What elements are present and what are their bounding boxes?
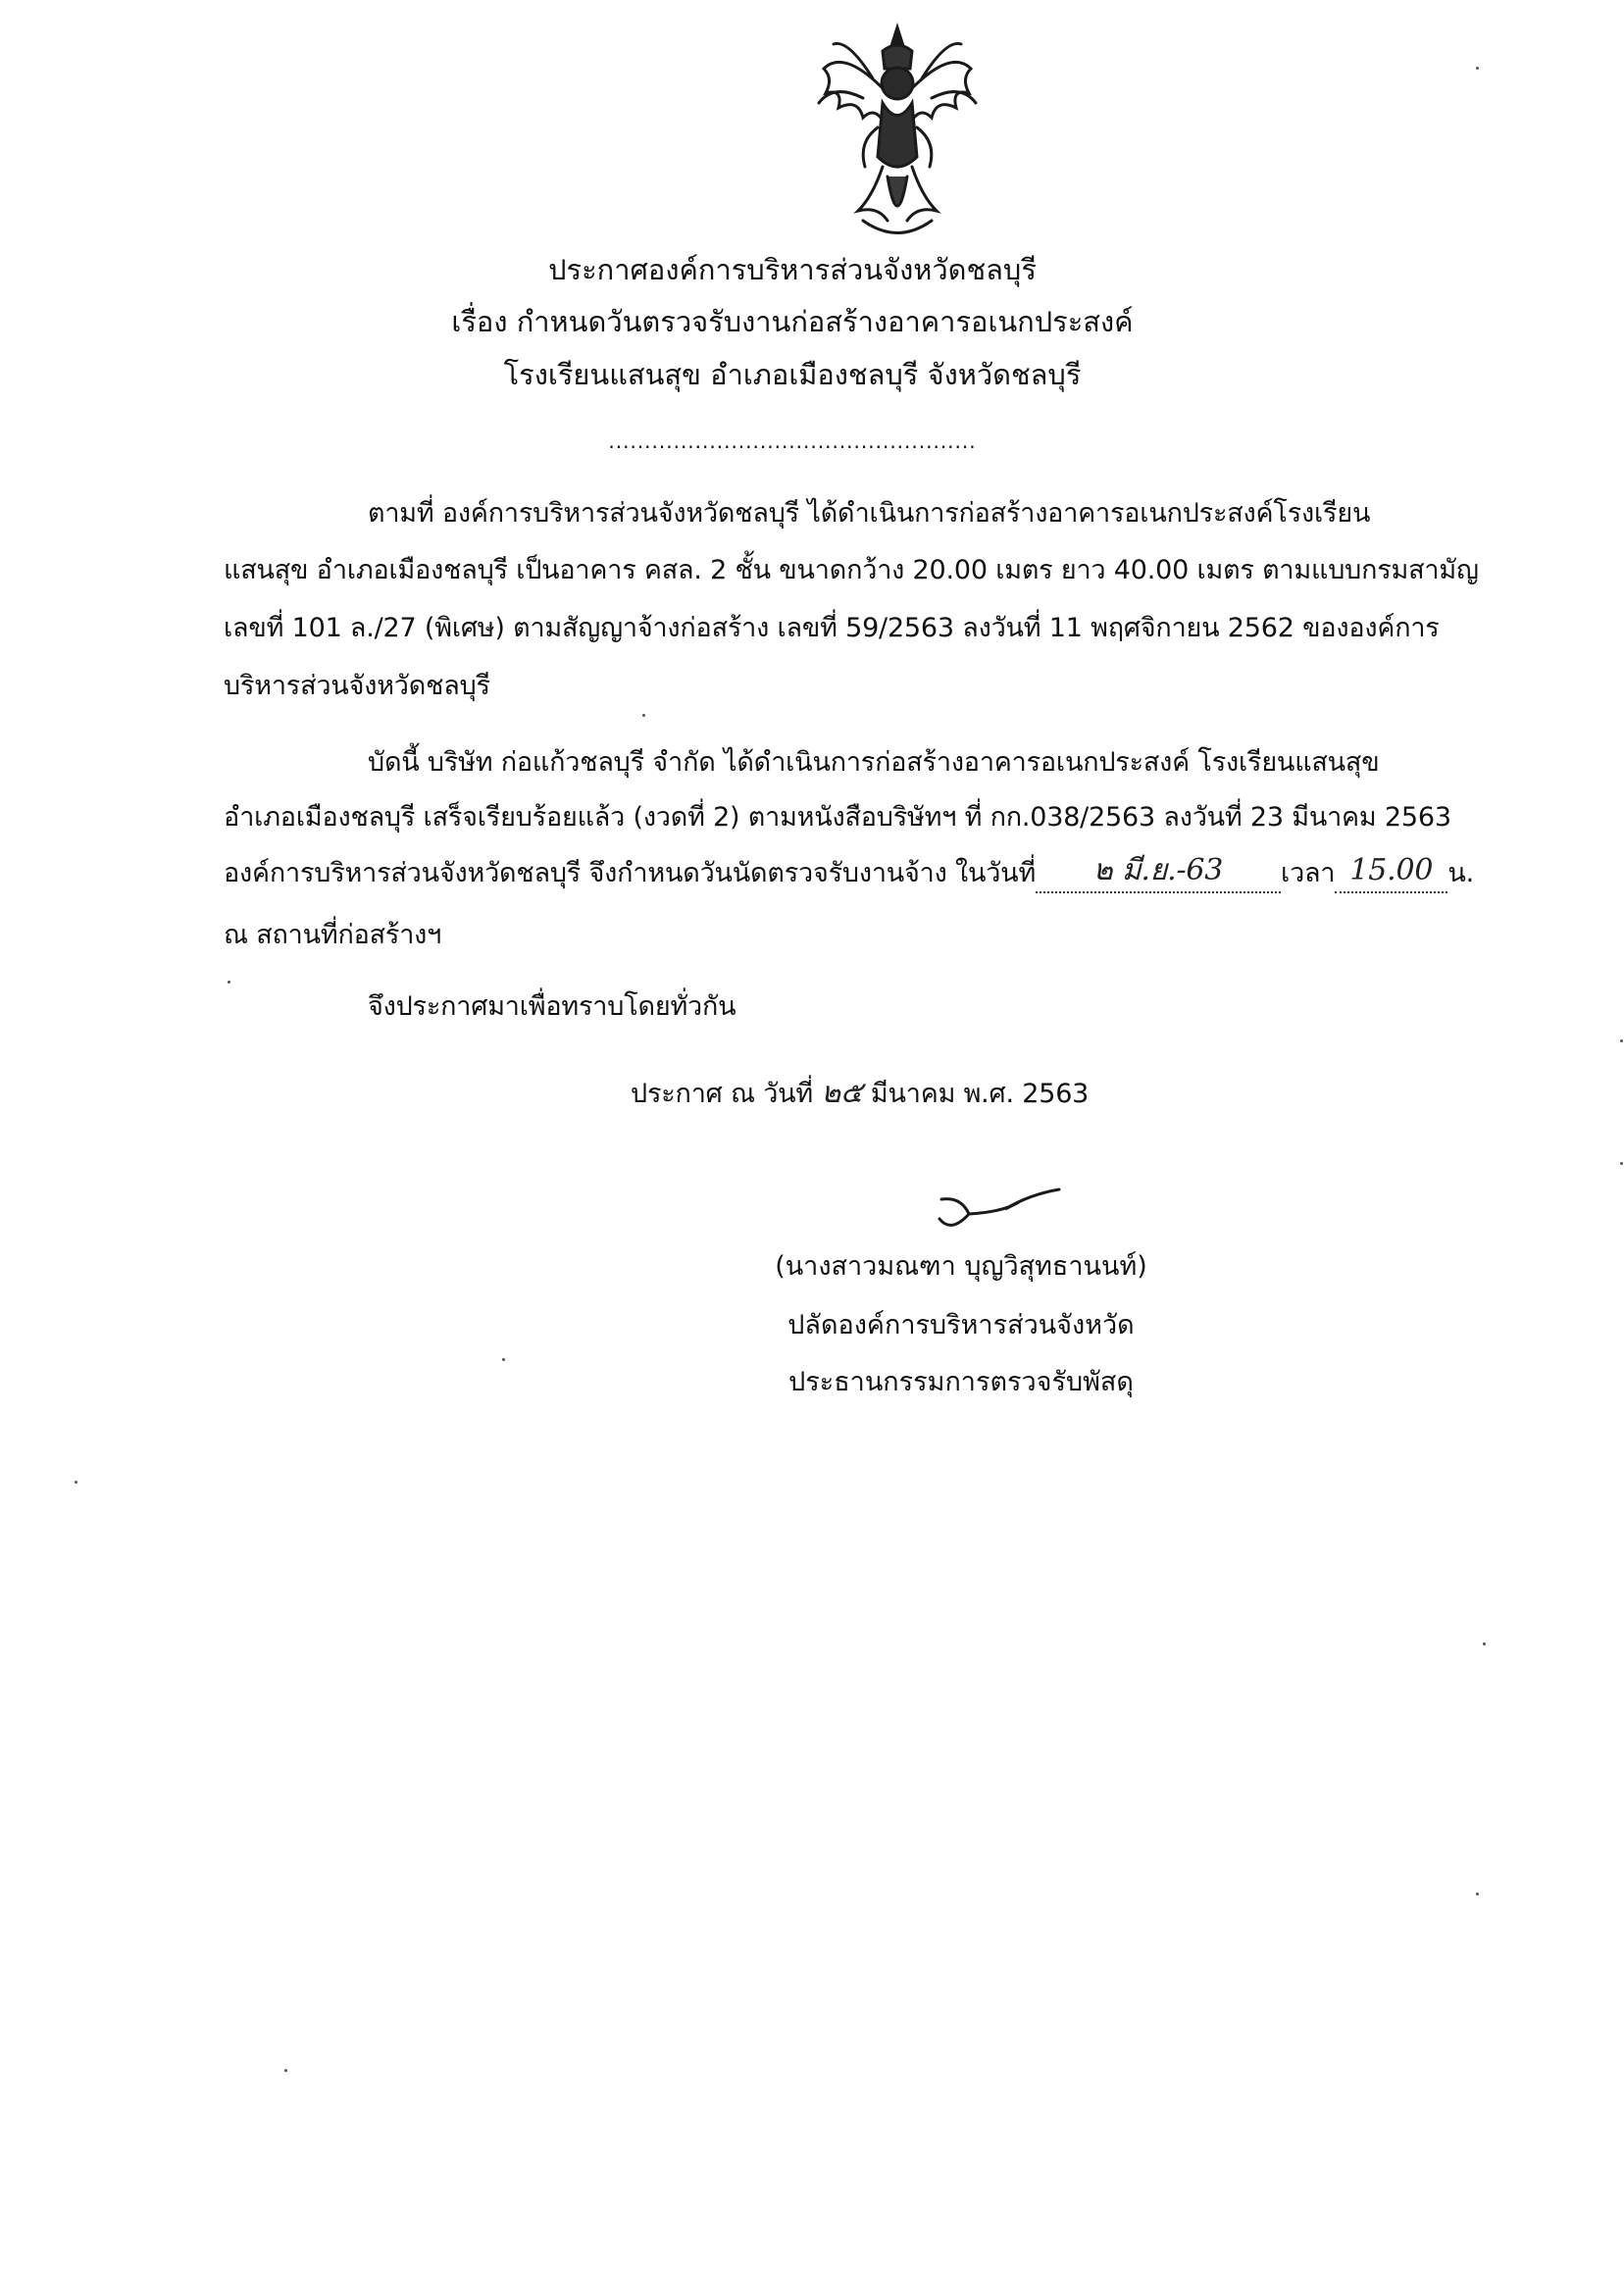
paragraph-2-line-4: ณ สถานที่ก่อสร้างฯ	[224, 920, 442, 950]
signature-mark	[932, 1175, 1069, 1243]
announcement-date-suffix: มีนาคม พ.ศ. 2563	[870, 1079, 1090, 1109]
inspection-date-field	[1036, 851, 1281, 893]
inspection-date-prefix: องค์การบริหารส่วนจังหวัดชลบุรี จึงกำหนดวันนัดตรวจรับงานจ้าง ในวันที่	[224, 858, 1037, 888]
scan-speck	[1476, 67, 1479, 70]
inspection-time-suffix: น.	[1447, 858, 1474, 888]
paragraph-1-line-3: เลขที่ 101 ล./27 (พิเศษ) ตามสัญญาจ้างก่อสร้าง เลขที่ 59/2563 ลงวันที่ 11 พฤศจิกายน 2562 ขององค์การ	[224, 613, 1440, 643]
announcement-date	[631, 1074, 1089, 1114]
paragraph-2-line-3	[224, 853, 1474, 895]
signatory-position-2: ประธานกรรมการตรวจรับพัสดุ	[788, 1367, 1134, 1397]
scan-speck	[502, 1358, 505, 1361]
signatory-position-1: ปลัดองค์การบริหารส่วนจังหวัด	[787, 1310, 1135, 1340]
announcement-title: ประกาศองค์การบริหารส่วนจังหวัดชลบุรี	[548, 253, 1037, 286]
signatory-name: (นางสาวมณฑา บุญวิสุทธานนท์)	[775, 1251, 1147, 1282]
paragraph-1-line-1: ตามที่ องค์การบริหารส่วนจังหวัดชลบุรี ได้ดำเนินการก่อสร้างอาคารอเนกประสงค์โรงเรียน	[368, 498, 1371, 529]
scan-speck	[75, 1481, 77, 1484]
inspection-time-label: เวลา	[1281, 858, 1336, 888]
paragraph-2-line-1: บัดนี้ บริษัท ก่อแก้วชลบุรี จำกัด ได้ดำเนินการก่อสร้างอาคารอเนกประสงค์ โรงเรียนแสนสุข	[368, 747, 1380, 778]
garuda-emblem-icon	[804, 10, 990, 245]
announcement-date-prefix: ประกาศ ณ วันที่	[631, 1079, 814, 1109]
title-divider: ...................................................	[608, 430, 977, 453]
scan-speck	[1620, 1162, 1623, 1165]
scan-speck	[1483, 1642, 1486, 1645]
subject-line: เรื่อง กำหนดวันตรวจรับงานก่อสร้างอาคารอเนกประสงค์	[451, 305, 1134, 338]
announcement-day-handwritten: ๒๕	[821, 1076, 863, 1110]
scan-speck	[284, 2069, 287, 2072]
paragraph-1-line-4: บริหารส่วนจังหวัดชลบุรี	[224, 671, 490, 701]
paragraph-2-line-2: อำเภอเมืองชลบุรี เสร็จเรียบร้อยแล้ว (งวดที่ 2) ตามหนังสือบริษัทฯ ที่ กก.038/2563 ลงวันที่ 23 มีนาคม 2563	[224, 802, 1451, 833]
paragraph-1-line-2: แสนสุข อำเภอเมืองชลบุรี เป็นอาคาร คสล. 2 ชั้น ขนาดกว้าง 20.00 เมตร ยาว 40.00 เมตร ตามแบบกรมสามัญ	[224, 555, 1479, 585]
inspection-time-handwritten: 15.00	[1349, 853, 1434, 887]
paragraph-3: จึงประกาศมาเพื่อทราบโดยทั่วกัน	[368, 991, 736, 1022]
scan-speck	[1476, 1893, 1479, 1895]
scan-speck	[1620, 1039, 1623, 1042]
scan-speck	[642, 714, 645, 717]
inspection-time-field	[1335, 851, 1447, 893]
scan-speck	[228, 981, 230, 984]
inspection-date-handwritten: ๒ มี.ย.-63	[1092, 853, 1224, 887]
subject-location-line: โรงเรียนแสนสุข อำเภอเมืองชลบุรี จังหวัดชลบุรี	[503, 358, 1082, 391]
